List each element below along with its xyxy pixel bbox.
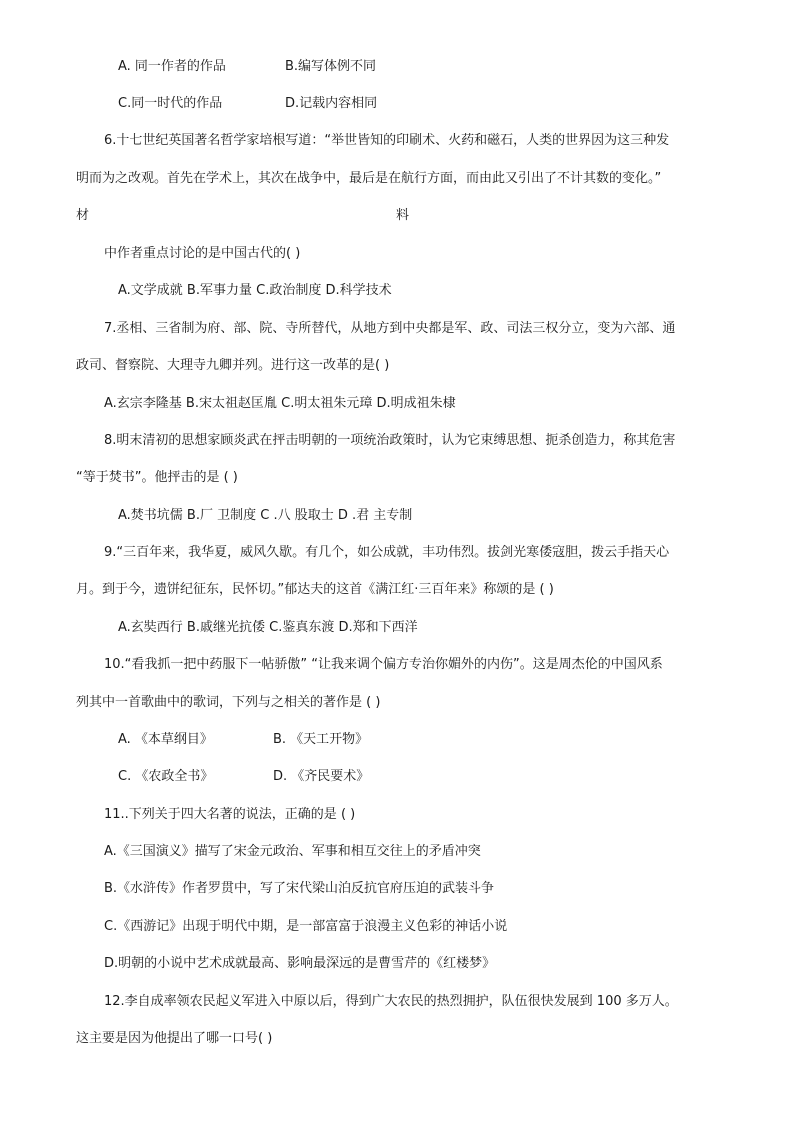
q6-stem-line-1: 6.十七世纪英国著名哲学家培根写道：“举世皆知的印刷术、火药和磁石，人类的世界因为这三种发	[104, 133, 670, 148]
q10-option-c: C. 《农政全书》	[118, 769, 214, 784]
q10-stem-line-2: 列其中一首歌曲中的歌词，下列与之相关的著作是 ( )	[76, 695, 381, 710]
q10-options-row-2	[118, 768, 369, 786]
q8-options: A.焚书坑儒 B.厂 卫制度 C .八 股取士 D .君 主专制	[118, 508, 413, 523]
q11-option-b: B.《水浒传》作者罗贯中，写了宋代梁山泊反抗官府压迫的武装斗争	[104, 881, 495, 896]
q10-option-d: D. 《齐民要术》	[273, 769, 370, 784]
q5-options-row-1	[118, 58, 376, 76]
q6-stem-line-3-right: 料	[396, 208, 410, 223]
q7-stem-line-2: 政司、督察院、大理寺九卿并列。进行这一改革的是( )	[76, 358, 390, 373]
q6-stem-line-2: 明而为之改观。首先在学术上，其次在战争中，最后是在航行方面，而由此又引出了不计其数的变化。”	[76, 171, 662, 186]
q8-stem-line-1: 8.明末清初的思想家顾炎武在抨击明朝的一项统治政策时，认为它束缚思想、扼杀创造力，称其危害	[104, 433, 676, 448]
q5-option-a: A. 同一作者的作品	[118, 59, 226, 74]
q8-stem-line-2: “等于焚书”。他抨击的是 ( )	[76, 470, 238, 485]
q5-option-d: D.记载内容相同	[285, 96, 378, 111]
q7-stem-line-1: 7.丞相、三省制为府、部、院、寺所替代，从地方到中央都是军、政、司法三权分立，变为六部、通	[104, 321, 676, 336]
q9-options: A.玄奘西行 B.戚继光抗倭 C.鉴真东渡 D.郑和下西洋	[118, 620, 418, 635]
q6-options: A.文学成就 B.军事力量 C.政治制度 D.科学技术	[118, 283, 392, 298]
q7-options: A.玄宗李隆基 B.宋太祖赵匡胤 C.明太祖朱元璋 D.明成祖朱棣	[104, 396, 456, 411]
q11-option-d: D.明朝的小说中艺术成就最高、影响最深远的是曹雪芹的《红楼梦》	[104, 956, 496, 971]
q6-stem-line-3-left: 材	[76, 208, 90, 223]
q9-stem-line-1: 9.“三百年来，我华夏，威风久歇。有几个，如公成就，丰功伟烈。拔剑光寒倭寇胆，拨云手指天心	[104, 545, 670, 560]
q11-stem: 11..下列关于四大名著的说法，正确的是 ( )	[104, 807, 356, 822]
q5-options-row-2	[118, 95, 377, 113]
q10-option-a: A. 《本草纲目》	[118, 732, 213, 747]
q10-option-b: B. 《天工开物》	[273, 732, 369, 747]
q5-option-c: C.同一时代的作品	[118, 96, 223, 111]
q6-stem-line-4: 中作者重点讨论的是中国古代的( )	[104, 246, 301, 261]
q9-stem-line-2: 月。到于今，遗饼纪征东，民怀切。”郁达夫的这首《满江红·三百年来》称颂的是 ( )	[76, 582, 554, 597]
q12-stem-line-1: 12.李自成率领农民起义军进入中原以后，得到广大农民的热烈拥护，队伍很快发展到 100 多万人。	[104, 994, 678, 1009]
q11-option-c: C.《西游记》出现于明代中期，是一部富富于浪漫主义色彩的神话小说	[104, 919, 508, 934]
q11-option-a: A.《三国演义》描写了宋金元政治、军事和相互交往上的矛盾冲突	[104, 844, 481, 859]
q10-options-row-1	[118, 731, 368, 749]
q10-stem-line-1: 10.“看我抓一把中药服下一帖骄傲” “让我来调个偏方专治你媚外的内伤”。这是周杰伦的中国风系	[104, 657, 663, 672]
q5-option-b: B.编写体例不同	[285, 59, 377, 74]
q12-stem-line-2: 这主要是因为他提出了哪一口号( )	[76, 1031, 273, 1046]
